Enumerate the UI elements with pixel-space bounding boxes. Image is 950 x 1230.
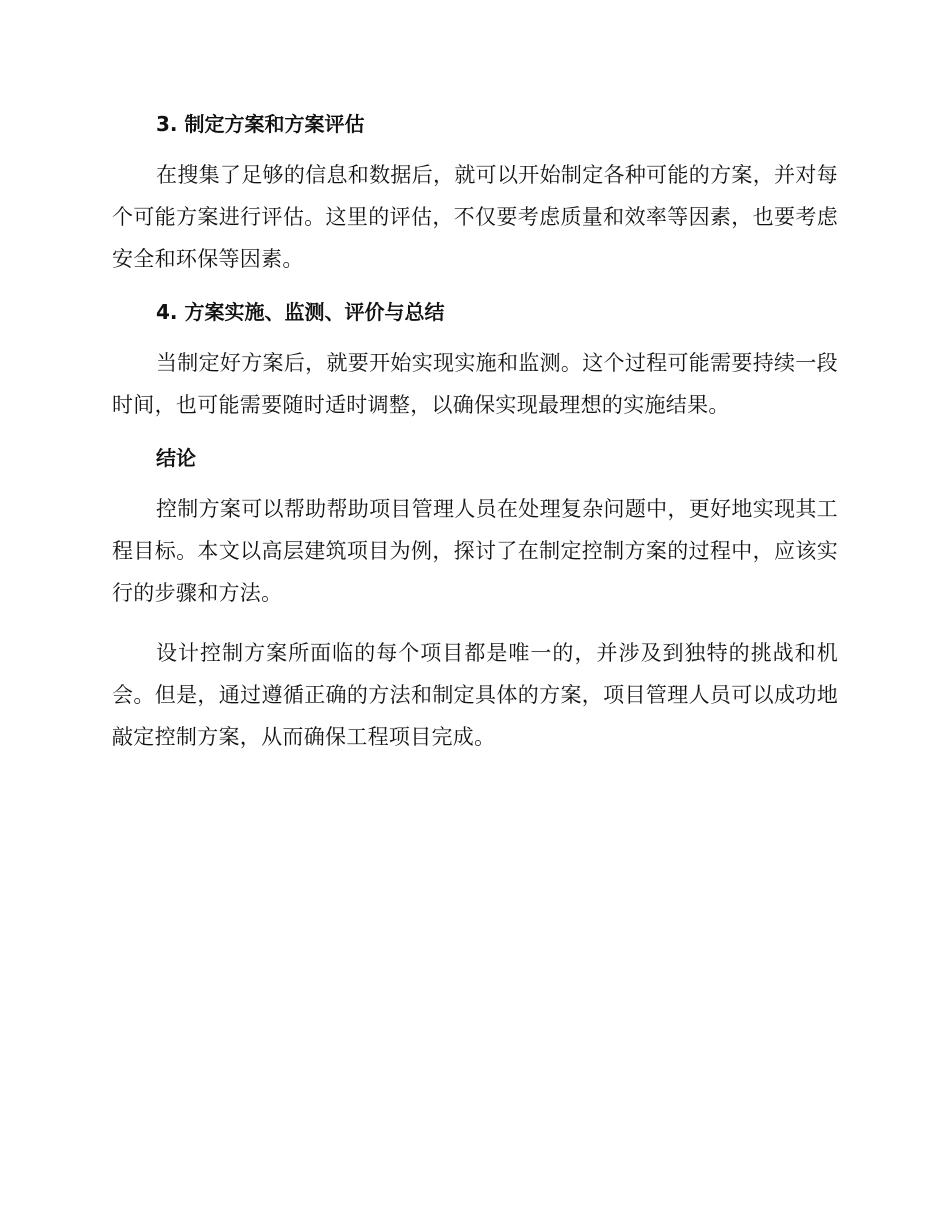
- paragraph-4-1: 当制定好方案后，就要开始实现实施和监测。这个过程可能需要持续一段时间，也可能需要随时适时调整，以确保实现最理想的实施结果。: [112, 351, 838, 417]
- section-heading-4: 4. 方案实施、监测、评价与总结: [156, 300, 445, 324]
- paragraph-3-1: 在搜集了足够的信息和数据后，就可以开始制定各种可能的方案，并对每个可能方案进行评估。这里的评估，不仅要考虑质量和效率等因素，也要考虑安全和环保等因素。: [112, 163, 838, 271]
- section-heading-3: 3. 制定方案和方案评估: [156, 112, 365, 136]
- paragraph-conclusion-2: 设计控制方案所面临的每个项目都是唯一的，并涉及到独特的挑战和机会。但是，通过遵循正确的方法和制定具体的方案，项目管理人员可以成功地敲定控制方案，从而确保工程项目完成。: [112, 641, 838, 749]
- section-heading-conclusion: 结论: [156, 446, 196, 470]
- paragraph-conclusion-1: 控制方案可以帮助帮助项目管理人员在处理复杂问题中，更好地实现其工程目标。本文以高层建筑项目为例，探讨了在制定控制方案的过程中，应该实行的步骤和方法。: [112, 497, 838, 605]
